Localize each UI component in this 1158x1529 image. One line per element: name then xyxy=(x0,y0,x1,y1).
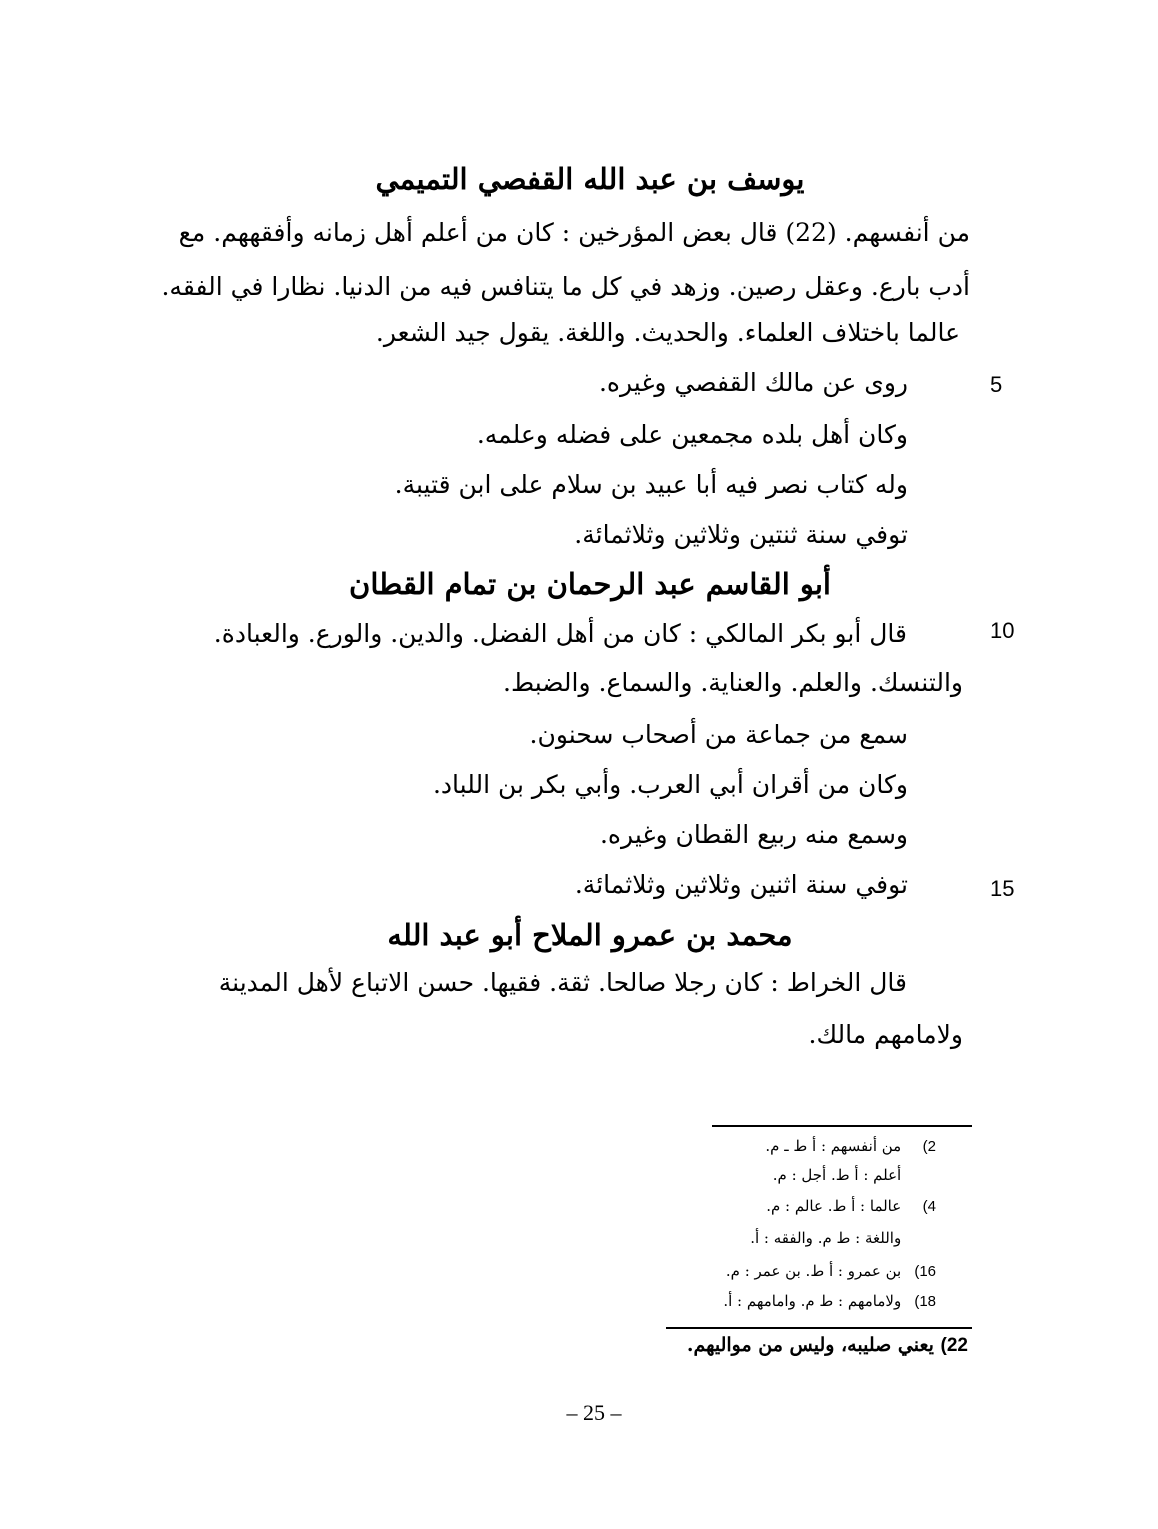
footnote-6 xyxy=(476,1292,936,1310)
line-number-10: 10 xyxy=(990,618,1015,643)
section2-heading: أبو القاسم عبد الرحمان بن تمام القطان xyxy=(349,567,831,601)
section3-line-1: قال الخراط : كان رجلا صالحا. ثقة. فقيها. حسن الاتباع لأهل المدينة xyxy=(218,968,907,997)
section2-line-2: والتنسك. والعلم. والعناية. والسماع. والضبط. xyxy=(503,668,963,697)
section2-line-6: توفي سنة اثنين وثلاثين وثلاثمائة. xyxy=(574,870,908,899)
note22-text: يعني صليبه، وليس من مواليهم. xyxy=(686,1334,934,1356)
footnote-4 xyxy=(476,1229,936,1247)
section1-line-3: عالما باختلاف العلماء. والحديث. واللغة. يقول جيد الشعر. xyxy=(375,318,960,347)
footnote-text: ولامامهم : ط م. وامامهم : أ. xyxy=(723,1292,902,1310)
line-number-5: 5 xyxy=(990,372,1003,397)
footnote-num: 2) xyxy=(922,1138,936,1155)
section1-line-5: وكان أهل بلده مجمعين على فضله وعلمه. xyxy=(476,420,908,449)
note22-rule xyxy=(666,1327,972,1329)
footnote-rule xyxy=(712,1125,972,1127)
note-22 xyxy=(368,1334,968,1357)
section2-line-4: وكان من أقران أبي العرب. وأبي بكر بن اللباد. xyxy=(432,770,908,799)
footnote-num: 16) xyxy=(914,1263,936,1280)
section1-line-2: أدب بارع. وعقل رصين. وزهد في كل ما يتنافس فيه من الدنيا. نظارا في الفقه. xyxy=(161,272,970,301)
note22-num: 22) xyxy=(940,1335,968,1356)
section2-line-3: سمع من جماعة من أصحاب سحنون. xyxy=(529,720,908,749)
footnote-2 xyxy=(476,1166,936,1184)
footnote-num: 4) xyxy=(922,1198,936,1215)
section1-line-1: من أنفسهم. (22) قال بعض المؤرخين : كان من أعلم أهل زمانه وأفقههم. مع xyxy=(178,218,970,247)
section1-heading: يوسف بن عبد الله القفصي التميمي xyxy=(375,162,805,196)
footnote-text: من أنفسهم : أ ط ـ م. xyxy=(765,1137,902,1155)
page-number: – 25 – xyxy=(566,1400,622,1425)
line-number-15: 15 xyxy=(990,876,1015,901)
section3-line-2: ولامامهم مالك. xyxy=(808,1020,963,1049)
footnote-1 xyxy=(476,1137,936,1155)
section2-line-5: وسمع منه ربيع القطان وغيره. xyxy=(599,820,908,849)
section1-line-7: توفي سنة ثنتين وثلاثين وثلاثمائة. xyxy=(574,520,908,549)
footnote-num: 18) xyxy=(914,1293,936,1310)
footnote-text: واللغة : ط م. والفقه : أ. xyxy=(750,1229,902,1247)
footnote-text: عالما : أ ط. عالم : م. xyxy=(766,1197,902,1215)
footnote-5 xyxy=(476,1262,936,1280)
footnote-3 xyxy=(476,1197,936,1215)
section3-heading: محمد بن عمرو الملاح أبو عبد الله xyxy=(387,918,793,952)
footnote-text: بن عمرو : أ ط. بن عمر : م. xyxy=(725,1262,902,1280)
section1-line-4: روى عن مالك القفصي وغيره. xyxy=(598,368,908,397)
footnote-text: أعلم : أ ط. أجل : م. xyxy=(772,1166,902,1184)
section2-line-1: قال أبو بكر المالكي : كان من أهل الفضل. والدين. والورع. والعبادة. xyxy=(213,619,907,648)
section1-line-6: وله كتاب نصر فيه أبا عبيد بن سلام على ابن قتيبة. xyxy=(394,470,908,499)
